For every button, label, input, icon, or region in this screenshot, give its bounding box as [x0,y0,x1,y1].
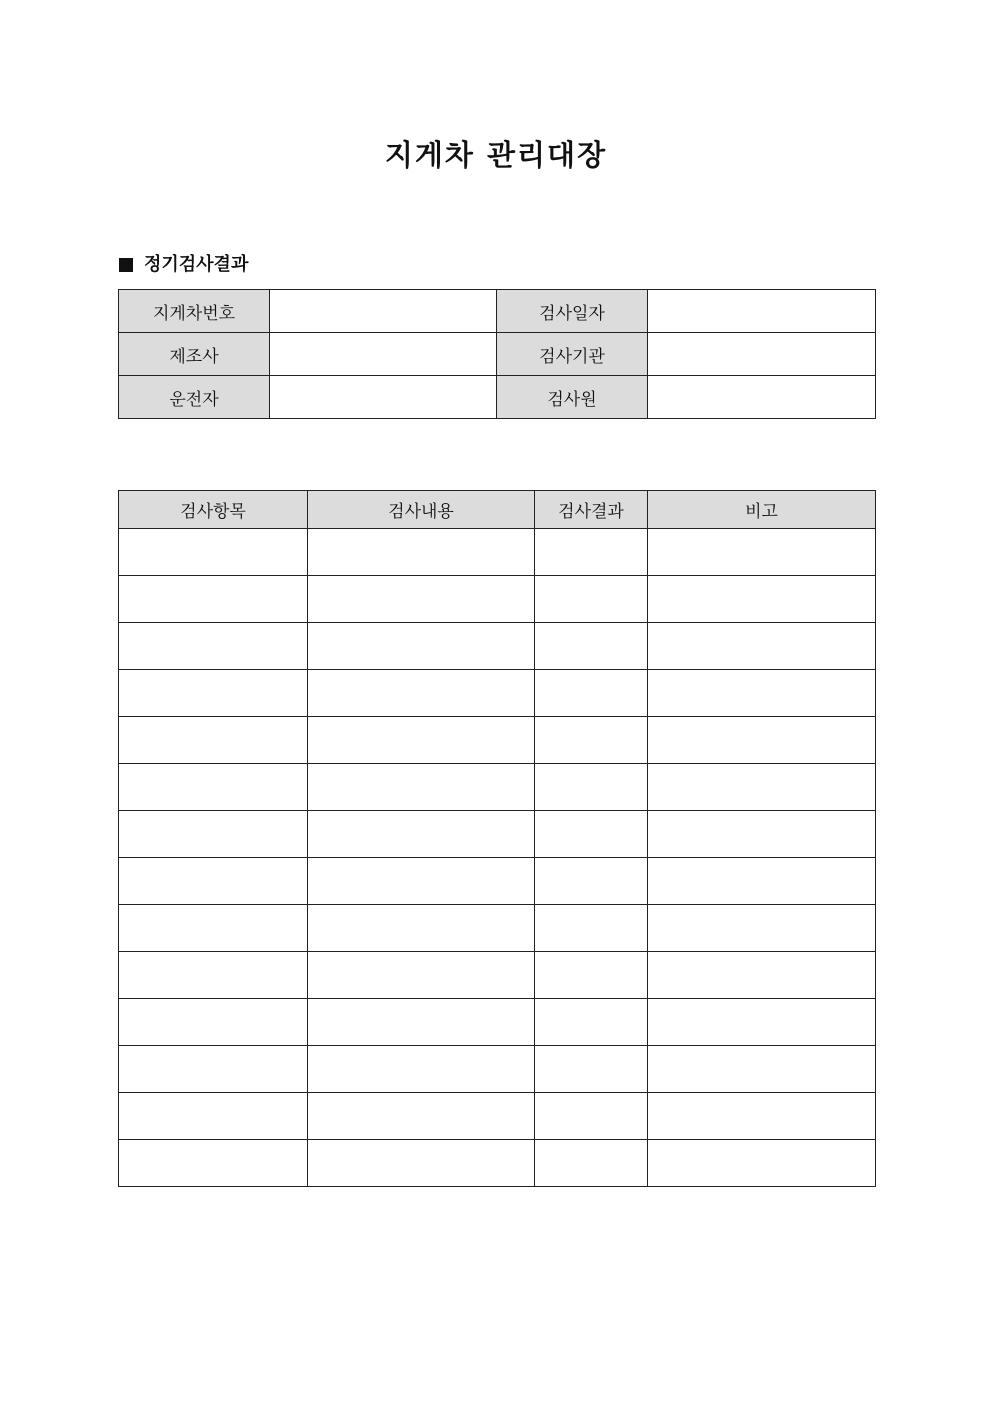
table-row [119,670,876,717]
vehicle-number-field[interactable] [270,290,497,333]
table-row [119,1046,876,1093]
table-row [119,717,876,764]
result-cell[interactable] [535,764,648,811]
remarks-cell[interactable] [648,576,876,623]
remarks-cell[interactable] [648,999,876,1046]
result-cell[interactable] [535,529,648,576]
result-cell[interactable] [535,623,648,670]
item-cell[interactable] [119,670,308,717]
content-cell[interactable] [308,670,535,717]
label-manufacturer: 제조사 [119,333,270,376]
remarks-cell[interactable] [648,670,876,717]
inspection-date-field[interactable] [648,290,876,333]
item-cell[interactable] [119,1046,308,1093]
item-cell[interactable] [119,858,308,905]
result-cell[interactable] [535,576,648,623]
manufacturer-field[interactable] [270,333,497,376]
table-row [119,529,876,576]
table-row [119,905,876,952]
content-cell[interactable] [308,576,535,623]
content-cell[interactable] [308,999,535,1046]
item-cell[interactable] [119,905,308,952]
table-row [119,999,876,1046]
page-title: 지게차 관리대장 [384,138,608,172]
result-cell[interactable] [535,811,648,858]
column-header-remarks: 비고 [648,491,876,529]
remarks-cell[interactable] [648,811,876,858]
content-cell[interactable] [308,858,535,905]
column-header-result: 검사결과 [535,491,648,529]
content-cell[interactable] [308,1093,535,1140]
item-cell[interactable] [119,1140,308,1187]
result-cell[interactable] [535,999,648,1046]
label-vehicle-number: 지게차번호 [119,290,270,333]
result-cell[interactable] [535,905,648,952]
item-cell[interactable] [119,623,308,670]
content-cell[interactable] [308,764,535,811]
result-cell[interactable] [535,858,648,905]
item-cell[interactable] [119,952,308,999]
label-inspection-agency: 검사기관 [497,333,648,376]
column-header-content: 검사내용 [308,491,535,529]
remarks-cell[interactable] [648,717,876,764]
remarks-cell[interactable] [648,623,876,670]
inspection-agency-field[interactable] [648,333,876,376]
remarks-cell[interactable] [648,952,876,999]
table-row [119,764,876,811]
label-inspection-date: 검사일자 [497,290,648,333]
info-row [119,290,876,333]
table-header-row [119,491,876,529]
content-cell[interactable] [308,717,535,764]
item-cell[interactable] [119,811,308,858]
table-row [119,623,876,670]
result-cell[interactable] [535,952,648,999]
result-cell[interactable] [535,670,648,717]
item-cell[interactable] [119,1093,308,1140]
remarks-cell[interactable] [648,1046,876,1093]
remarks-cell[interactable] [648,529,876,576]
item-cell[interactable] [119,576,308,623]
label-driver: 운전자 [119,376,270,419]
table-row [119,811,876,858]
content-cell[interactable] [308,623,535,670]
remarks-cell[interactable] [648,858,876,905]
table-row [119,1093,876,1140]
label-inspector: 검사원 [497,376,648,419]
item-cell[interactable] [119,999,308,1046]
table-row [119,1140,876,1187]
table-row [119,858,876,905]
item-cell[interactable] [119,529,308,576]
content-cell[interactable] [308,1140,535,1187]
info-row [119,333,876,376]
item-cell[interactable] [119,764,308,811]
column-header-item: 검사항목 [119,491,308,529]
square-bullet-icon [119,258,133,272]
result-cell[interactable] [535,1046,648,1093]
result-cell[interactable] [535,1140,648,1187]
remarks-cell[interactable] [648,764,876,811]
inspection-table-body [119,529,876,1187]
result-cell[interactable] [535,1093,648,1140]
remarks-cell[interactable] [648,1093,876,1140]
item-cell[interactable] [119,717,308,764]
content-cell[interactable] [308,1046,535,1093]
driver-field[interactable] [270,376,497,419]
inspector-field[interactable] [648,376,876,419]
content-cell[interactable] [308,529,535,576]
content-cell[interactable] [308,905,535,952]
inspection-items-table [118,490,876,1187]
table-row [119,576,876,623]
content-cell[interactable] [308,811,535,858]
section-heading-label: 정기검사결과 [144,254,249,275]
content-cell[interactable] [308,952,535,999]
remarks-cell[interactable] [648,1140,876,1187]
result-cell[interactable] [535,717,648,764]
section-heading [119,252,248,278]
table-row [119,952,876,999]
vehicle-info-table [118,289,876,419]
info-row [119,376,876,419]
remarks-cell[interactable] [648,905,876,952]
